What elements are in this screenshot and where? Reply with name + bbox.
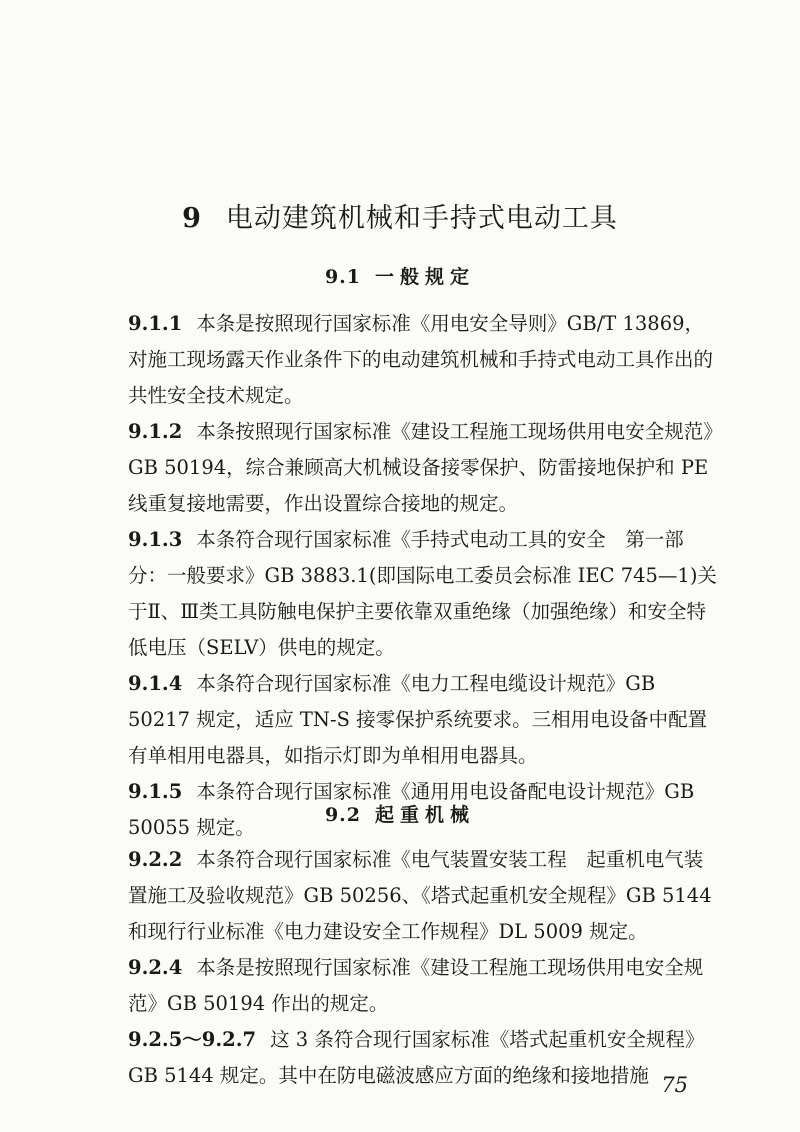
clause-number: 9.1.5 xyxy=(128,780,183,803)
clause-text: 本条按照现行国家标准《建设工程施工现场供用电安全规范》GB 50194，综合兼顾高大机械设备接零保护、防雷接地保护和 PE 线重复接地需要，作出设置综合接地的规定。 xyxy=(128,420,714,515)
clause-number: 9.2.4 xyxy=(128,956,183,979)
clause-number: 9.1.3 xyxy=(128,528,183,551)
chapter-number: 9 xyxy=(182,203,202,234)
clause-9-1-3 xyxy=(128,522,720,666)
clause-9-2-4 xyxy=(128,950,720,1022)
clause-number: 9.2.5～9.2.7 xyxy=(128,1028,257,1051)
section-body-9-1 xyxy=(128,306,720,846)
clause-9-1-2 xyxy=(128,414,720,522)
section-number: 9.2 xyxy=(324,804,362,826)
clause-9-1-4 xyxy=(128,666,720,774)
clause-9-1-1 xyxy=(128,306,720,414)
section-number: 9.1 xyxy=(324,266,362,288)
clause-text: 本条符合现行国家标准《电力工程电缆设计规范》GB 50217 规定，适应 TN-S 接零保护系统要求。三相用电设备中配置有单相用电器具，如指示灯即为单相用电器具。 xyxy=(128,672,708,767)
clause-text: 本条符合现行国家标准《通用用电设备配电设计规范》GB 50055 规定。 xyxy=(128,780,695,839)
section-title-text: 一般规定 xyxy=(375,266,476,288)
clause-text: 本条是按照现行国家标准《用电安全导则》GB/T 13869，对施工现场露天作业条件下的电动建筑机械和手持式电动工具作出的共性安全技术规定。 xyxy=(128,312,714,407)
clause-text: 这 3 条符合现行国家标准《塔式起重机安全规程》GB 5144 规定。其中在防电磁波感应方面的绝缘和接地措施 xyxy=(128,1028,705,1087)
section-title-9-2 xyxy=(0,800,800,827)
clause-text: 本条符合现行国家标准《手持式电动工具的安全 第一部分：一般要求》GB 3883.1(即国际电工委员会标准 IEC 745—1)关于Ⅱ、Ⅲ类工具防触电保护主要依靠双重绝缘（加强绝缘）和安全特低电压（SELV）供电的规定。 xyxy=(128,528,717,659)
clause-text: 本条是按照现行国家标准《建设工程施工现场供用电安全规范》GB 50194 作出的规定。 xyxy=(128,956,704,1015)
clause-9-2-2 xyxy=(128,842,720,950)
section-title-9-1 xyxy=(0,262,800,289)
chapter-title xyxy=(0,196,800,235)
clause-9-2-5-to-9-2-7 xyxy=(128,1022,720,1094)
clause-number: 9.1.1 xyxy=(128,312,183,335)
section-title-text: 起重机械 xyxy=(375,804,476,826)
clause-number: 9.1.2 xyxy=(128,420,183,443)
chapter-title-text: 电动建筑机械和手持式电动工具 xyxy=(225,203,618,234)
page-number: 75 xyxy=(661,1073,688,1097)
section-body-9-2 xyxy=(128,842,720,1094)
clause-number: 9.1.4 xyxy=(128,672,183,695)
clause-number: 9.2.2 xyxy=(128,848,183,871)
clause-text: 本条符合现行国家标准《电气装置安装工程 起重机电气装置施工及验收规范》GB 50256、《塔式起重机安全规程》GB 5144 和现行行业标准《电力建设安全工作规程》DL 5009 规定。 xyxy=(128,848,712,943)
